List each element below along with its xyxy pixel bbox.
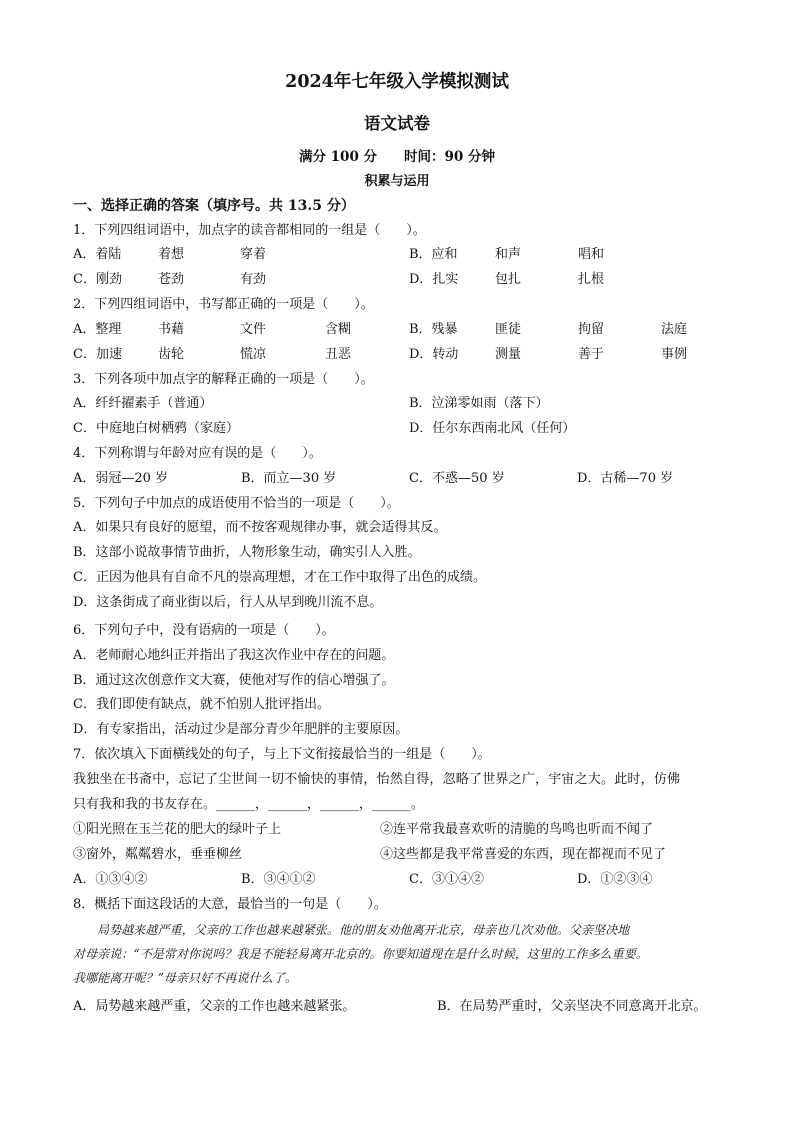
q2-option-b-word2: 匪徒 <box>495 322 522 337</box>
q1-option-d: D．扎实 <box>409 272 459 287</box>
part-one-heading: 一、选择正确的答案（填序号。共 13.5 分） <box>73 198 355 214</box>
q7-passage-line-1: 我独坐在书斋中，忘记了尘世间一切不愉快的事情，怡然自得，忽略了世界之广，宇宙之大。此时，仿佛 <box>73 772 681 787</box>
q1-option-b: B．应和 <box>409 247 458 262</box>
q4-option-b: B．而立—30 岁 <box>241 471 337 486</box>
q1-option-a: A．着陆 <box>73 247 122 262</box>
q4-option-d: D．古稀—70 岁 <box>577 471 674 486</box>
q1-option-d-word3: 扎根 <box>578 272 605 287</box>
question-8-stem: 8．概括下面这段话的大意，最恰当的一句是（ ）。 <box>73 897 387 912</box>
q7-sentence-2: ②连平常我最喜欢听的清脆的鸟鸣也听而不闻了 <box>380 822 654 837</box>
question-2-stem: 2．下列四组词语中，书写都正确的一项是（ ）。 <box>73 297 374 312</box>
q1-option-b-word3: 唱和 <box>578 247 605 262</box>
q6-option-a: A．老师耐心地纠正并指出了我这次作业中存在的问题。 <box>73 648 395 663</box>
question-7-stem: 7．依次填入下面横线处的句子，与上下文衔接最恰当的一组是（ ）。 <box>73 747 491 762</box>
q2-option-c-word3: 慌凉 <box>240 347 267 362</box>
q2-option-c-word2: 齿轮 <box>158 347 185 362</box>
q1-option-c-word2: 苍劲 <box>158 272 185 287</box>
q2-option-b-word3: 拘留 <box>578 322 605 337</box>
q2-option-b: B．残暴 <box>409 322 458 337</box>
q7-sentence-1: ①阳光照在玉兰花的肥大的绿叶子上 <box>73 822 282 837</box>
q2-option-a-word2: 书藉 <box>158 322 185 337</box>
question-3-stem: 3．下列各项中加点字的解释正确的一项是（ ）。 <box>73 372 374 387</box>
q3-option-a: A．纤纤擢素手（普通） <box>73 396 213 411</box>
q8-passage <box>73 918 723 990</box>
q7-option-c: C．③①④② <box>409 872 484 887</box>
section-title: 积累与运用 <box>364 174 430 189</box>
q7-option-d: D．①②③④ <box>577 872 653 887</box>
q3-option-b: B．泣涕零如雨（落下） <box>409 396 549 411</box>
q8-option-a: A．局势越来越严重，父亲的工作也越来越紧张。 <box>73 999 356 1014</box>
q1-option-a-word2: 着想 <box>158 247 185 262</box>
q6-option-b: B．通过这次创意作文大赛，使他对写作的信心增强了。 <box>73 673 395 688</box>
q3-option-c: C．中庭地白树栖鸦（家庭） <box>73 421 239 436</box>
q8-passage-line-2: 对母亲说：“不是常对你说吗？我是不能轻易离开北京的。你要知道现在是什么时候，这里的工作多么重要。 <box>73 947 648 961</box>
q6-option-d: D．有专家指出，活动过少是部分青少年肥胖的主要原因。 <box>73 722 409 737</box>
q7-sentence-3: ③窗外，粼粼碧水，垂垂柳丝 <box>73 847 243 862</box>
q2-option-c: C．加速 <box>73 347 122 362</box>
exam-subtitle: 语文试卷 <box>364 114 430 133</box>
q5-option-d: D．这条街成了商业街以后，行人从早到晚川流不息。 <box>73 595 383 610</box>
q6-option-c: C．我们即使有缺点，就不怕别人批评指出。 <box>73 697 330 712</box>
q5-option-a: A．如果只有良好的愿望，而不按客观规律办事，就会适得其反。 <box>73 520 447 535</box>
q2-option-a-word3: 文件 <box>240 322 267 337</box>
q1-option-b-word2: 和声 <box>495 247 522 262</box>
q2-option-a: A．整理 <box>73 322 122 337</box>
q1-option-d-word2: 包扎 <box>495 272 522 287</box>
q5-option-b: B．这部小说故事情节曲折，人物形象生动，确实引人入胜。 <box>73 545 421 560</box>
q2-option-d-word2: 测量 <box>495 347 522 362</box>
q8-option-b: B．在局势严重时，父亲坚决不同意离开北京。 <box>437 999 707 1014</box>
q3-option-d: D．任尔东西南北风（任何） <box>409 421 576 436</box>
q2-option-b-word4: 法庭 <box>661 322 688 337</box>
q4-option-a: A．弱冠—20 岁 <box>73 471 169 486</box>
q2-option-d: D．转动 <box>409 347 459 362</box>
q7-option-b: B．③④①② <box>241 872 316 887</box>
q1-option-c-word3: 有劲 <box>240 272 267 287</box>
q2-option-a-word4: 含糊 <box>325 322 352 337</box>
exam-title: 2024年七年级入学模拟测试 <box>285 72 509 92</box>
q2-option-d-word3: 善于 <box>578 347 605 362</box>
question-4-stem: 4．下列称谓与年龄对应有误的是（ ）。 <box>73 446 322 461</box>
q1-option-c: C．刚劲 <box>73 272 122 287</box>
q8-passage-line-1: 局势越来越严重，父亲的工作也越来越紧张。他的朋友劝他离开北京，母亲也几次劝他。父亲坚决地 <box>97 923 630 937</box>
q7-passage-line-2: 只有我和我的书友存在。______，______，______，______。 <box>73 797 425 812</box>
q5-option-c: C．正因为他具有自命不凡的崇高理想，才在工作中取得了出色的成绩。 <box>73 570 486 585</box>
question-1-stem: 1．下列四组词语中，加点字的读音都相同的一组是（ ）。 <box>73 223 426 238</box>
question-5-stem: 5．下列句子中加点的成语使用不恰当的一项是（ ）。 <box>73 496 400 511</box>
score-time-info: 满分 100 分 时间：90 分钟 <box>298 149 496 165</box>
q7-sentence-4: ④这些都是我平常喜爱的东西，现在都视而不见了 <box>380 847 667 862</box>
q2-option-c-word4: 丑恶 <box>325 347 352 362</box>
q1-option-a-word3: 穿着 <box>240 247 267 262</box>
q8-passage-line-3: 我哪能离开呢？”母亲只好不再说什么了。 <box>73 971 298 985</box>
question-6-stem: 6．下列句子中，没有语病的一项是（ ）。 <box>73 623 335 638</box>
q7-option-a: A．①③④② <box>73 872 148 887</box>
q2-option-d-word4: 事例 <box>661 347 688 362</box>
q4-option-c: C．不惑—50 岁 <box>409 471 505 486</box>
